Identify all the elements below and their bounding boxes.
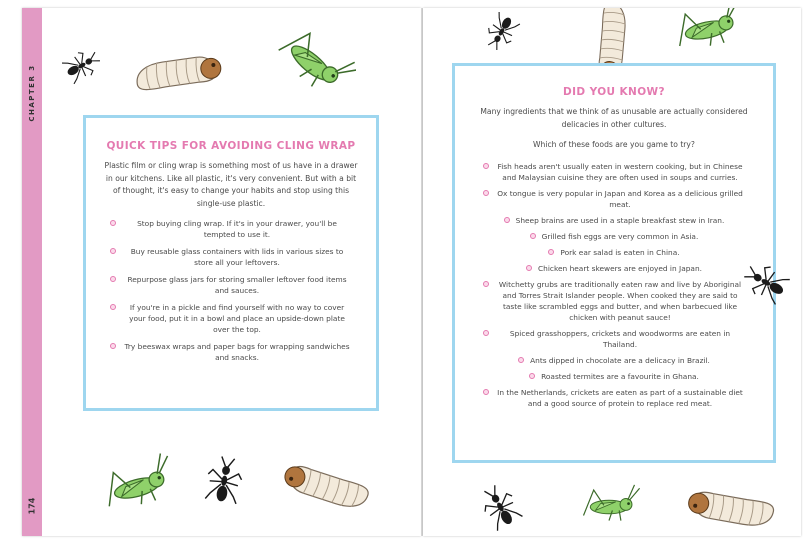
list-item-text: Fish heads aren't usually eaten in western cooking, but in Chinese and Malaysian cuisine they are often used in soups and curries. [497,161,743,182]
list-item-text: Chicken heart skewers are enjoyed in Japan. [538,263,702,273]
bullet-icon [483,281,489,287]
list-item-text: Ox tongue is very popular in Japan and Korea as a delicious grilled meat. [497,188,743,209]
bullet-icon [483,163,489,169]
bullet-icon [548,249,554,255]
bullet-icon [110,343,116,349]
list-item [469,231,759,242]
bullet-icon [504,217,510,223]
bullet-icon [483,330,489,336]
grasshopper-icon [667,8,747,52]
grasshopper-icon [266,18,356,108]
list-item-text: Roasted termites are a favourite in Ghana. [541,371,699,381]
ant-icon [741,260,793,306]
list-item-text: Witchetty grubs are traditionally eaten raw and live by Aboriginal and Torres Strait Islander people. When cooked they are said to taste like scrambled eggs and butter, and when barbecued like chicken with peanut sauce! [498,279,742,322]
list-item [469,161,759,183]
bullet-icon [110,276,116,282]
bullet-icon [530,233,536,239]
left-page [22,8,421,536]
list-item-text: Repurpose glass jars for storing smaller leftover food items and sauces. [127,275,347,295]
ant-icon [475,482,527,534]
chapter-strip [22,8,42,536]
grub-icon [130,48,226,96]
list-item [102,341,360,363]
right-page [423,8,801,536]
bullet-icon [518,357,524,363]
list-item [469,328,759,350]
list-item [469,215,759,226]
bullet-icon [110,220,116,226]
info-intro: Many ingredients that we think of as unusable are actually considered delicacies in other cultures. [480,107,748,129]
list-item-text: Pork ear salad is eaten in China. [560,247,680,257]
bullet-icon [110,248,116,254]
ant-icon [479,8,525,54]
list-item-text: Try beeswax wraps and paper bags for wrapping sandwiches and snacks. [124,342,350,362]
chapter-label: CHAPTER 3 [28,64,36,122]
bullet-icon [483,190,489,196]
list-item-text: Spiced grasshoppers, crickets and woodworms are eaten in Thailand. [509,328,731,349]
list-item [102,246,360,268]
page-number: 174 [27,497,37,515]
tips-title: QUICK TIPS FOR AVOIDING CLING WRAP [106,140,356,152]
grub-icon [276,460,376,516]
bullet-icon [483,389,489,395]
list-item [469,263,759,274]
list-item-text: Grilled fish eggs are very common in Asia. [541,231,699,241]
list-item [102,302,360,335]
list-item [469,188,759,210]
list-item-text: If you're in a pickle and find yourself with no way to cover your food, put it in a bowl and place an upside-down plate over the top. [129,303,345,334]
list-item [469,355,759,366]
grasshopper-icon [573,484,645,530]
list-item-text: Stop buying cling wrap. If it's in your drawer, you'll be tempted to use it. [137,219,337,239]
list-item-text: Buy reusable glass containers with lids in various sizes to store all your leftovers. [130,247,344,267]
grub-icon [681,484,781,536]
bullet-icon [110,304,116,310]
list-item [102,274,360,296]
info-title: DID YOU KNOW? [562,86,666,98]
list-item [469,279,759,323]
list-item-text: Ants dipped in chocolate are a delicacy in Brazil. [530,355,710,365]
list-item [469,247,759,258]
list-item [102,218,360,240]
did-you-know-box [452,63,776,463]
list-item [469,387,759,409]
cling-wrap-tips-box [83,115,379,411]
list-item-text: In the Netherlands, crickets are eaten as part of a sustainable diet and a good source of protein to replace red meat. [497,387,743,408]
grasshopper-icon [92,448,182,528]
list-item-text: Sheep brains are used in a staple breakfast stew in Iran. [515,215,725,225]
bullet-icon [529,373,535,379]
info-question: Which of these foods are you game to try? [533,140,695,149]
ant-icon [204,454,244,510]
tips-intro: Plastic film or cling wrap is something most of us have in a drawer in our kitchens. Like all plastic, it's very convenient. But with a bit of thought, it's easy to change your habits and stop using this single-use plastic. [104,161,358,208]
ant-icon [58,46,104,86]
list-item [469,371,759,382]
bullet-icon [526,265,532,271]
